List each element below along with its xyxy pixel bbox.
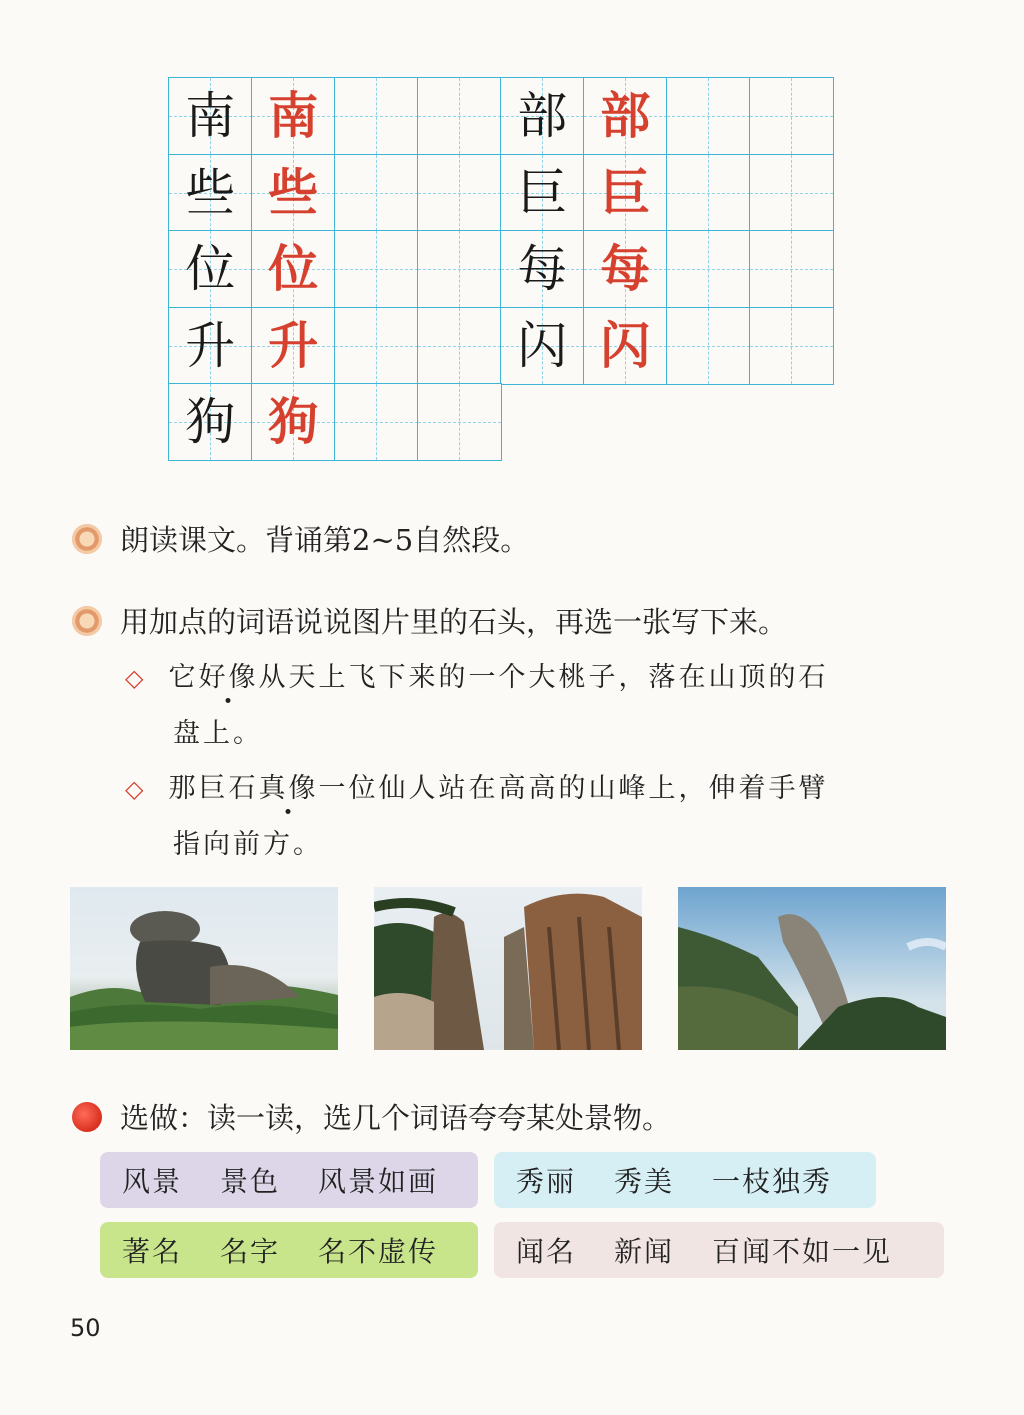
word-item: 风景 — [122, 1165, 183, 1198]
diamond-bullet-icon: ◇ — [125, 664, 147, 692]
trace-char-cell: 南 — [251, 77, 336, 155]
exercise-badge-icon — [72, 1102, 102, 1132]
exercise-optional — [72, 1096, 671, 1137]
trace-char-cell: 巨 — [583, 154, 668, 232]
model-char-cell: 升 — [168, 307, 253, 385]
word-item: 一枝独秀 — [712, 1165, 833, 1198]
trace-char-cell: 部 — [583, 77, 668, 155]
practice-cell[interactable] — [749, 230, 834, 308]
practice-cell[interactable] — [666, 154, 751, 232]
word-item: 景色 — [220, 1165, 281, 1198]
exercise-badge-icon — [72, 524, 102, 554]
model-char-cell: 每 — [500, 230, 585, 308]
diamond-bullet-icon: ◇ — [125, 775, 147, 803]
practice-cell[interactable] — [417, 383, 502, 461]
trace-char-cell: 些 — [251, 154, 336, 232]
practice-cell[interactable] — [334, 154, 419, 232]
model-char-cell: 位 — [168, 230, 253, 308]
trace-char-cell: 狗 — [251, 383, 336, 461]
word-item: 秀美 — [614, 1165, 675, 1198]
word-group-fame — [100, 1222, 478, 1278]
practice-cell[interactable] — [334, 230, 419, 308]
model-char-cell: 部 — [500, 77, 585, 155]
grid-row — [168, 154, 832, 232]
practice-cell[interactable] — [749, 307, 834, 385]
trace-char-cell: 位 — [251, 230, 336, 308]
practice-cell[interactable] — [666, 77, 751, 155]
exercise-text: 用加点的词语说说图片里的石头，再选一张写下来。 — [120, 605, 788, 639]
model-char-cell: 巨 — [500, 154, 585, 232]
trace-char-cell: 升 — [251, 307, 336, 385]
word-item: 名不虚传 — [318, 1235, 439, 1268]
word-item: 著名 — [122, 1235, 183, 1268]
practice-cell[interactable] — [417, 307, 502, 385]
word-group-beauty — [494, 1152, 876, 1208]
photo-immortal-rock — [374, 887, 642, 1050]
practice-cell[interactable] — [749, 77, 834, 155]
grid-row — [168, 77, 832, 155]
writing-grid — [168, 77, 845, 466]
example-sentence-1: ◇ 它好像从天上飞下来的一个大桃子，落在山顶的石 — [125, 662, 829, 693]
grid-row — [168, 230, 832, 308]
practice-cell[interactable] — [417, 230, 502, 308]
practice-cell[interactable] — [666, 230, 751, 308]
exercise-badge-icon — [72, 606, 102, 636]
dotted-word: 真像 — [258, 773, 319, 804]
practice-cell[interactable] — [666, 307, 751, 385]
trace-char-cell: 每 — [583, 230, 668, 308]
photo-peach-stone — [70, 887, 338, 1050]
example-sentence-1-cont: 盘上。 — [173, 718, 263, 749]
dotted-word: 好像 — [198, 662, 259, 693]
example-sentence-2: ◇ 那巨石真像一位仙人站在高高的山峰上，伸着手臂 — [125, 773, 829, 804]
model-char-cell: 些 — [168, 154, 253, 232]
word-item: 秀丽 — [516, 1165, 577, 1198]
grid-row — [168, 383, 500, 461]
word-item: 风景如画 — [318, 1165, 439, 1198]
word-group-scenery — [100, 1152, 478, 1208]
trace-char-cell: 闪 — [583, 307, 668, 385]
practice-cell[interactable] — [749, 154, 834, 232]
word-group-news — [494, 1222, 944, 1278]
page-number: 50 — [70, 1314, 101, 1342]
word-item: 闻名 — [516, 1235, 577, 1268]
practice-cell[interactable] — [334, 307, 419, 385]
word-item: 新闻 — [614, 1235, 675, 1268]
model-char-cell: 狗 — [168, 383, 253, 461]
exercise-text: 朗读课文。背诵第2~5自然段。 — [120, 523, 530, 557]
word-item: 名字 — [220, 1235, 281, 1268]
photo-leaning-stone — [678, 887, 946, 1050]
word-item: 百闻不如一见 — [712, 1235, 893, 1268]
example-sentence-2-cont: 指向前方。 — [173, 829, 323, 860]
rock-illustration — [678, 887, 946, 1050]
practice-cell[interactable] — [334, 383, 419, 461]
exercise-describe-stones — [72, 600, 787, 641]
practice-cell[interactable] — [417, 154, 502, 232]
exercise-text: 选做：读一读，选几个词语夸夸某处景物。 — [120, 1101, 672, 1135]
practice-cell[interactable] — [334, 77, 419, 155]
model-char-cell: 南 — [168, 77, 253, 155]
rock-illustration — [70, 887, 338, 1050]
practice-cell[interactable] — [417, 77, 502, 155]
rock-illustration — [374, 887, 642, 1050]
model-char-cell: 闪 — [500, 307, 585, 385]
exercise-read-aloud — [72, 518, 529, 559]
grid-row — [168, 307, 832, 385]
